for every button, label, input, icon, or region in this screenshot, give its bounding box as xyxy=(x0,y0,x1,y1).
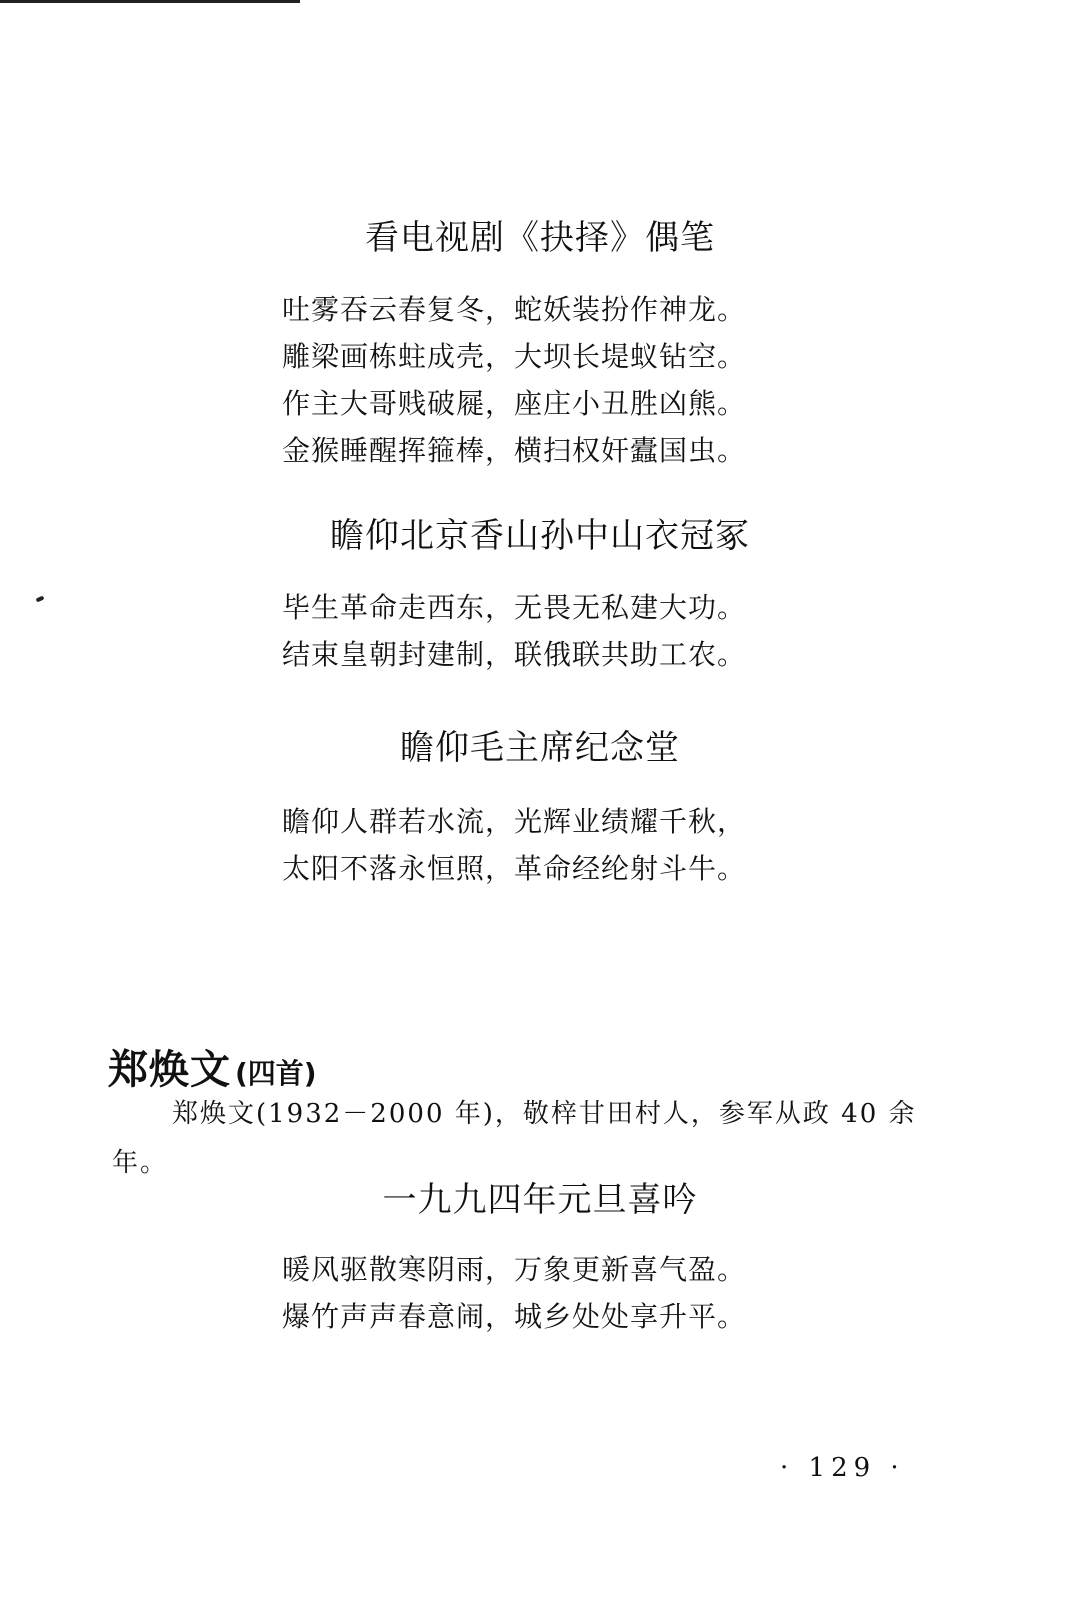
page-number: · 129 · xyxy=(780,1453,905,1483)
poem-line: 爆竹声声春意闹，城乡处处享升平。 xyxy=(282,1300,747,1333)
poem-line: 结束皇朝封建制，联俄联共助工农。 xyxy=(282,638,747,671)
poem-line: 吐雾吞云春复冬，蛇妖装扮作神龙。 xyxy=(282,293,747,326)
poem-title: 看电视剧《抉择》偶笔 xyxy=(365,218,715,258)
poem-title: 瞻仰毛主席纪念堂 xyxy=(400,728,680,768)
poem-body xyxy=(282,798,842,892)
poem-title: 一九九四年元旦喜吟 xyxy=(382,1180,698,1220)
poem-line: 暖风驱散寒阴雨，万象更新喜气盈。 xyxy=(282,1253,747,1286)
poem-body xyxy=(282,1246,842,1340)
author-bio: 郑焕文(1932－2000 年)，敬梓甘田村人，参军从政 40 余年。 xyxy=(112,1099,917,1178)
poem-title: 瞻仰北京香山孙中山衣冠冢 xyxy=(330,516,750,556)
poem-line: 雕梁画栋蛀成壳，大坝长堤蚁钻空。 xyxy=(282,340,747,373)
poem-count-note: (四首) xyxy=(235,1057,317,1090)
poem-body xyxy=(282,286,842,474)
poem-line: 金猴睡醒挥箍棒，横扫权奸蠹国虫。 xyxy=(282,434,747,467)
print-speck xyxy=(36,595,45,602)
poem-line: 毕生革命走西东，无畏无私建大功。 xyxy=(282,591,747,624)
author-name: 郑焕文 xyxy=(108,1047,231,1093)
author-heading xyxy=(108,1038,317,1095)
poem-line: 瞻仰人群若水流，光辉业绩耀千秋， xyxy=(282,805,747,838)
poem-line: 作主大哥贱破屣，座庄小丑胜凶熊。 xyxy=(282,387,747,420)
top-rule xyxy=(0,0,300,3)
poem-line: 太阳不落永恒照，革命经纶射斗牛。 xyxy=(282,852,747,885)
poem-body xyxy=(282,584,842,678)
